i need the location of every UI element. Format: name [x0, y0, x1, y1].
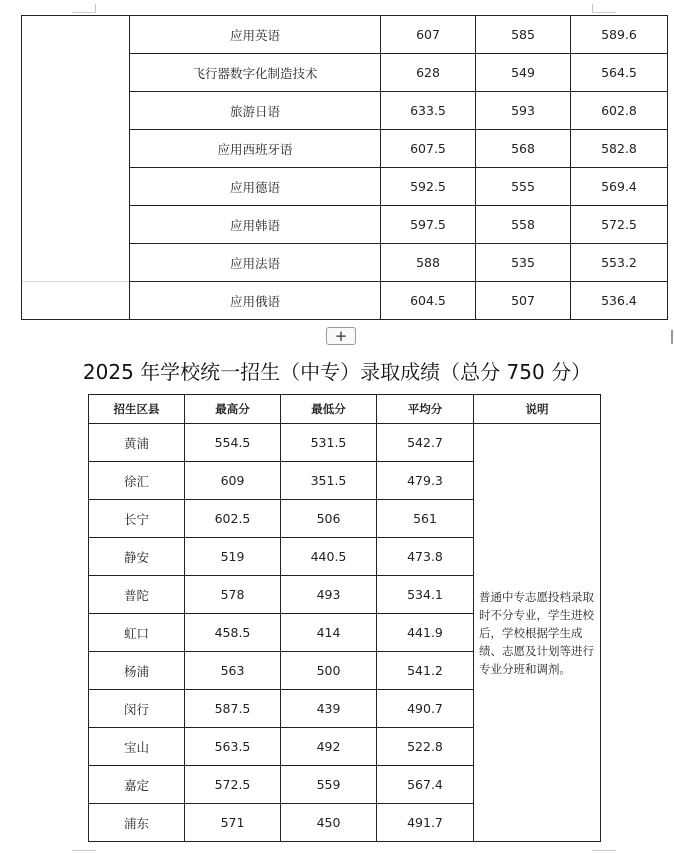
avg-score-cell[interactable]: 561	[377, 500, 474, 538]
max-score-cell[interactable]: 609	[185, 462, 281, 500]
max-score-cell[interactable]: 563.5	[185, 728, 281, 766]
category-cell[interactable]	[22, 282, 130, 320]
header-min-score[interactable]: 最低分	[281, 395, 377, 424]
max-score-cell[interactable]: 572.5	[185, 766, 281, 804]
table-row	[22, 244, 668, 282]
min-score-cell[interactable]: 555	[476, 168, 571, 206]
min-score-cell[interactable]: 507	[476, 282, 571, 320]
district-cell[interactable]: 长宁	[89, 500, 185, 538]
table-row	[22, 168, 668, 206]
min-score-cell[interactable]: 440.5	[281, 538, 377, 576]
max-score-cell[interactable]: 578	[185, 576, 281, 614]
district-cell[interactable]: 杨浦	[89, 652, 185, 690]
min-score-cell[interactable]: 414	[281, 614, 377, 652]
page-edge-mark	[671, 330, 673, 344]
page-edge-mark	[95, 4, 96, 13]
avg-score-cell[interactable]: 572.5	[571, 206, 668, 244]
avg-score-cell[interactable]: 534.1	[377, 576, 474, 614]
max-score-cell[interactable]: 602.5	[185, 500, 281, 538]
category-cell[interactable]	[22, 92, 130, 130]
min-score-cell[interactable]: 493	[281, 576, 377, 614]
district-cell[interactable]: 闵行	[89, 690, 185, 728]
district-cell[interactable]: 黄浦	[89, 424, 185, 462]
max-score-cell[interactable]: 597.5	[381, 206, 476, 244]
min-score-cell[interactable]: 535	[476, 244, 571, 282]
min-score-cell[interactable]: 549	[476, 54, 571, 92]
avg-score-cell[interactable]: 491.7	[377, 804, 474, 842]
avg-score-cell[interactable]: 536.4	[571, 282, 668, 320]
avg-score-cell[interactable]: 582.8	[571, 130, 668, 168]
major-cell[interactable]: 应用英语	[130, 16, 381, 54]
page-edge-mark	[592, 4, 593, 13]
max-score-cell[interactable]: 563	[185, 652, 281, 690]
min-score-cell[interactable]: 450	[281, 804, 377, 842]
avg-score-cell[interactable]: 569.4	[571, 168, 668, 206]
category-cell[interactable]	[22, 130, 130, 168]
max-score-cell[interactable]: 607	[381, 16, 476, 54]
major-cell[interactable]: 应用俄语	[130, 282, 381, 320]
category-cell[interactable]	[22, 206, 130, 244]
admission-score-table	[88, 394, 601, 842]
district-cell[interactable]: 嘉定	[89, 766, 185, 804]
table-row	[22, 54, 668, 92]
table-header-row	[89, 395, 601, 424]
category-cell[interactable]	[22, 16, 130, 54]
category-cell[interactable]	[22, 244, 130, 282]
max-score-cell[interactable]: 633.5	[381, 92, 476, 130]
avg-score-cell[interactable]: 542.7	[377, 424, 474, 462]
header-note[interactable]: 说明	[474, 395, 601, 424]
header-max-score[interactable]: 最高分	[185, 395, 281, 424]
add-row-button[interactable]: +	[326, 327, 356, 345]
min-score-cell[interactable]: 585	[476, 16, 571, 54]
page-edge-mark	[592, 850, 616, 851]
major-cell[interactable]: 应用韩语	[130, 206, 381, 244]
major-cell[interactable]: 应用西班牙语	[130, 130, 381, 168]
avg-score-cell[interactable]: 564.5	[571, 54, 668, 92]
table-row	[22, 92, 668, 130]
district-cell[interactable]: 普陀	[89, 576, 185, 614]
major-cell[interactable]: 应用法语	[130, 244, 381, 282]
min-score-cell[interactable]: 568	[476, 130, 571, 168]
max-score-cell[interactable]: 607.5	[381, 130, 476, 168]
min-score-cell[interactable]: 531.5	[281, 424, 377, 462]
max-score-cell[interactable]: 587.5	[185, 690, 281, 728]
table-row	[89, 424, 601, 462]
min-score-cell[interactable]: 593	[476, 92, 571, 130]
min-score-cell[interactable]: 500	[281, 652, 377, 690]
district-cell[interactable]: 静安	[89, 538, 185, 576]
max-score-cell[interactable]: 571	[185, 804, 281, 842]
table-row	[22, 206, 668, 244]
min-score-cell[interactable]: 506	[281, 500, 377, 538]
page-edge-mark	[592, 12, 616, 13]
avg-score-cell[interactable]: 567.4	[377, 766, 474, 804]
avg-score-cell[interactable]: 522.8	[377, 728, 474, 766]
avg-score-cell[interactable]: 490.7	[377, 690, 474, 728]
avg-score-cell[interactable]: 589.6	[571, 16, 668, 54]
header-avg-score[interactable]: 平均分	[377, 395, 474, 424]
avg-score-cell[interactable]: 553.2	[571, 244, 668, 282]
min-score-cell[interactable]: 351.5	[281, 462, 377, 500]
max-score-cell[interactable]: 604.5	[381, 282, 476, 320]
district-cell[interactable]: 浦东	[89, 804, 185, 842]
header-district[interactable]: 招生区县	[89, 395, 185, 424]
max-score-cell[interactable]: 628	[381, 54, 476, 92]
top-score-table	[21, 15, 668, 320]
district-cell[interactable]: 宝山	[89, 728, 185, 766]
avg-score-cell[interactable]: 441.9	[377, 614, 474, 652]
max-score-cell[interactable]: 554.5	[185, 424, 281, 462]
min-score-cell[interactable]: 492	[281, 728, 377, 766]
page-edge-mark	[72, 850, 96, 851]
district-cell[interactable]: 徐汇	[89, 462, 185, 500]
max-score-cell[interactable]: 458.5	[185, 614, 281, 652]
avg-score-cell[interactable]: 473.8	[377, 538, 474, 576]
category-cell[interactable]	[22, 54, 130, 92]
major-cell[interactable]: 应用德语	[130, 168, 381, 206]
district-cell[interactable]: 虹口	[89, 614, 185, 652]
page-edge-mark	[72, 12, 96, 13]
table-row	[22, 16, 668, 54]
max-score-cell[interactable]: 588	[381, 244, 476, 282]
major-cell[interactable]: 旅游日语	[130, 92, 381, 130]
category-cell[interactable]	[22, 168, 130, 206]
section-title: 2025 年学校统一招生（中专）录取成绩（总分 750 分）	[82, 360, 592, 384]
min-score-cell[interactable]: 559	[281, 766, 377, 804]
table-row	[22, 282, 668, 320]
avg-score-cell[interactable]: 479.3	[377, 462, 474, 500]
major-cell[interactable]: 飞行器数字化制造技术	[130, 54, 381, 92]
max-score-cell[interactable]: 592.5	[381, 168, 476, 206]
max-score-cell[interactable]: 519	[185, 538, 281, 576]
avg-score-cell[interactable]: 541.2	[377, 652, 474, 690]
note-cell[interactable]: 普通中专志愿投档录取时不分专业，学生进校后，学校根据学生成绩、志愿及计划等进行专业分班和调剂。	[474, 424, 601, 842]
avg-score-cell[interactable]: 602.8	[571, 92, 668, 130]
table-row	[22, 130, 668, 168]
min-score-cell[interactable]: 439	[281, 690, 377, 728]
min-score-cell[interactable]: 558	[476, 206, 571, 244]
